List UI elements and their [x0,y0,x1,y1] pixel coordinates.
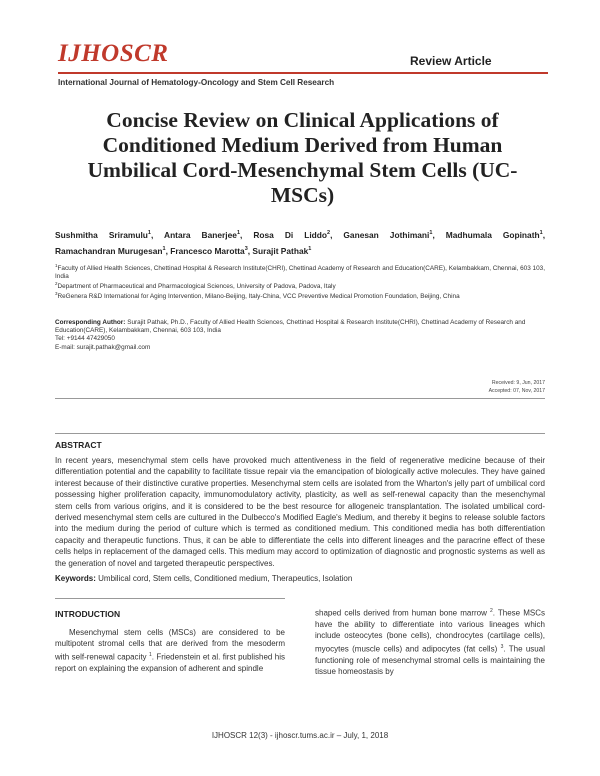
received-date: Received: 9, Jun, 2017 [491,380,545,386]
abstract-heading: ABSTRACT [55,440,102,450]
author: Ramachandran Murugesan$^1$, [55,245,171,256]
introduction-right-column: shaped cells derived from human bone marrow $^2$. These MSCs have the ability to differentiate into various lineages which include osteocytes (bone cells), chondrocytes (cartilage cells), myocytes (muscle cells) and adipocytes (fat cells) $^3$. The usual functioning role of mesenchymal stromal cells is maintaining the tissue homeostasis by [315,608,545,677]
author: Ganesan Jothimani$^1$, [343,229,446,240]
journal-name: International Journal of Hematology-Oncology and Stem Cell Research [58,78,335,87]
author: Antara Banerjee$^1$, [164,229,254,240]
article-dates [420,380,545,395]
divider [55,433,545,434]
corresponding-author: Corresponding Author: Surajit Pathak, Ph.D., Faculty of Allied Health Sciences, Chettinad Hospital & Research Institute(CHRI), Chettinad Academy of Research and Education(CARE), Kelambakkam, Chennai, 603 103, India Tel: +9144 47429050 E-mail: surajit.pathak@gmail.com [55,319,526,351]
abstract-text: In recent years, mesenchymal stem cells have provoked much attentiveness in the field of regenerative medicine because of their differentiation potential and the capability to facilitate tissue repair via the emancipation of biologically active molecules. They have gained interest because of their distinctive curative properties. Mesenchymal stem cells are isolated from the Wharton's jelly part of umbilical cord possessing higher proliferation capacity, immunomodulatory activity, plasticity, as well as self-renewal capacity than the mesenchymal stem cells from various origins, and it is considered to be the best resource for allogeneic transplantation. The isolated umbilical cord-derived mesenchymal stem cells are cultured in the Dulbecco's Modified Eagle's Medium, and thereby it begins to release soluble factors into the medium during the period of culture which is termed as conditioned medium. This conditioned media has both differentiation capacity and therapeutic functions. Thus, it can be able to differentiate the cells into different lineages and the paracrine effect of these cells helps in replacement of the damaged cells. This medium may accord to optimization of diagnostic and prognostic systems as well as the generation of novel and targeted therapeutic perspectives. [55,456,545,568]
author: Francesco Marotta$^3$, [170,245,253,256]
divider [55,398,545,399]
introduction-left-column: Mesenchymal stem cells (MSCs) are considered to be multipotent stromal cells that are derived from the mesoderm with self-renewal capacity $^1$. Friedenstein et al. first published his report on explaining the expansion of adherent and spindle [55,628,285,673]
keywords: Keywords: Umbilical cord, Stem cells, Conditioned medium, Therapeutics, Isolation [55,574,353,583]
affiliation: $^2$Department of Pharmaceutical and Pharmacological Sciences, University of Padova, Padova, Italy [55,281,336,291]
affiliation: $^1$Faculty of Allied Health Sciences, Chettinad Hospital & Research Institute(CHRI), Chettinad Academy of Research and Education(CARE), Kelambakkam, Chennai, 603 103, India [55,263,545,281]
author: Surajit Pathak$^1$ [252,245,312,256]
author: Rosa Di Liddo$^2$, [253,229,344,240]
header-rule [58,72,548,74]
telephone: Tel: +9144 47429050 [55,335,115,343]
page-footer: IJHOSCR 12(3) - ijhoscr.tums.ac.ir – July, 1, 2018 [211,731,389,740]
author: Sushmitha Sriramulu$^1$, [55,229,165,240]
paper-title: Concise Review on Clinical Applications of Conditioned Medium Derived from Human Umbilical Cord-Mesenchymal Stem Cells (UC-MSCs) [87,108,518,207]
introduction-heading: INTRODUCTION [55,609,121,619]
affiliation: $^3$ReGenera R&D International for Aging Intervention, Milano-Beijing, Italy-China, VCC Preventive Medical Promotion Foundation, Beijing, China [55,291,460,301]
email: E-mail: surajit.pathak@gmail.com [55,343,151,351]
article-type: Review Article [410,54,492,68]
author: Madhumala Gopinath$^1$, [445,229,546,240]
accepted-date: Accepted: 07, Nov, 2017 [488,387,545,394]
journal-logo: IJHOSCR [58,40,169,67]
divider [55,598,285,599]
author-list [55,226,545,258]
